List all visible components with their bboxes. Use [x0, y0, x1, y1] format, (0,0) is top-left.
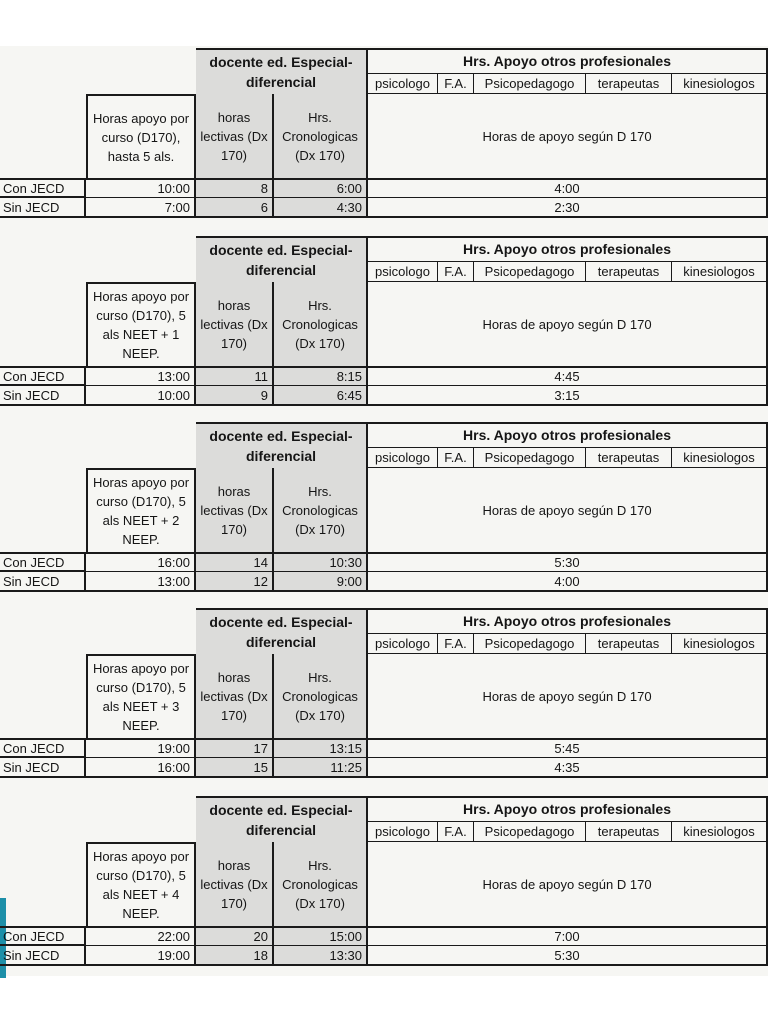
- profession-kinesiologos: [672, 822, 768, 842]
- profession-label: kinesiologos: [683, 264, 755, 279]
- horas-lectivas-text: horas lectivas (Dx 170): [200, 669, 268, 723]
- cell-value: 13:00: [157, 573, 190, 589]
- hrs-cronologicas-text: Hrs. Cronologicas (Dx 170): [282, 669, 358, 723]
- cell-value: 6: [260, 199, 268, 215]
- cell-value: 11:25: [330, 759, 362, 775]
- cell-apoyo: [368, 198, 768, 218]
- cell-value: 6:45: [336, 387, 362, 403]
- cell-value: 20: [253, 929, 268, 944]
- apoyo-header: [368, 236, 768, 262]
- apoyo-header-text: Hrs. Apoyo otros profesionales: [463, 53, 671, 69]
- hrs-cronologicas-text: Hrs. Cronologicas (Dx 170): [282, 109, 358, 163]
- cell-value: 4:30: [336, 199, 362, 215]
- row-label-text: Con JECD: [3, 180, 65, 196]
- cell-lectivas: [196, 946, 274, 966]
- support-hours-table: [0, 48, 768, 218]
- cell-cronologicas: [274, 758, 368, 778]
- horas-lectivas-text: horas lectivas (Dx 170): [200, 297, 268, 351]
- cell-cronologicas: [274, 572, 368, 592]
- cell-horas-curso: [86, 552, 196, 572]
- cell-value: 7:00: [164, 199, 190, 215]
- cell-value: 16:00: [157, 555, 190, 570]
- cell-lectivas: [196, 178, 274, 198]
- apoyo-header-text: Hrs. Apoyo otros profesionales: [463, 241, 671, 257]
- cell-value: 5:45: [554, 741, 580, 756]
- cell-value: 15:00: [329, 929, 362, 944]
- cell-value: 13:00: [157, 369, 190, 384]
- cell-horas-curso: [86, 386, 196, 406]
- cell-lectivas: [196, 552, 274, 572]
- hrs-cronologicas-text: Hrs. Cronologicas (Dx 170): [282, 857, 358, 911]
- cell-apoyo: [368, 552, 768, 572]
- horas-apoyo-header: [86, 94, 196, 178]
- cell-value: 12: [253, 573, 268, 589]
- cell-horas-curso: [86, 926, 196, 946]
- hrs-cronologicas-header: [274, 654, 368, 738]
- profession-kinesiologos: [672, 634, 768, 654]
- profession-label: F.A.: [444, 264, 467, 279]
- profession-label: terapeutas: [597, 76, 660, 91]
- cell-value: 17: [253, 741, 268, 756]
- cell-horas-curso: [86, 572, 196, 592]
- apoyo-d170-header: [368, 282, 768, 366]
- cell-value: 5:30: [554, 555, 580, 570]
- profession-label: terapeutas: [597, 636, 660, 651]
- cell-lectivas: [196, 758, 274, 778]
- cell-value: 19:00: [157, 947, 190, 963]
- cell-value: 2:30: [554, 199, 580, 215]
- cell-horas-curso: [86, 178, 196, 198]
- profession-psicopedagogo: [474, 634, 586, 654]
- horas-apoyo-header: [86, 654, 196, 738]
- cell-cronologicas: [274, 946, 368, 966]
- profession-kinesiologos: [672, 448, 768, 468]
- horas-lectivas-text: horas lectivas (Dx 170): [200, 857, 268, 911]
- horas-apoyo-text: Horas apoyo por curso (D170), 5 als NEET + 3 NEEP.: [92, 661, 190, 733]
- profession-label: terapeutas: [597, 264, 660, 279]
- profession-label: psicologo: [375, 264, 430, 279]
- row-label-sin-jecd: [0, 198, 86, 218]
- profession-psicopedagogo: [474, 822, 586, 842]
- cell-value: 18: [253, 947, 268, 963]
- docente-header: [196, 796, 368, 842]
- profession-fa: [438, 74, 474, 94]
- cell-value: 3:15: [554, 387, 580, 403]
- profession-terapeutas: [586, 634, 672, 654]
- horas-apoyo-header: [86, 468, 196, 552]
- cell-value: 7:00: [554, 929, 580, 944]
- cell-cronologicas: [274, 738, 368, 758]
- row-label-text: Sin JECD: [3, 199, 60, 215]
- apoyo-header-text: Hrs. Apoyo otros profesionales: [463, 427, 671, 443]
- profession-psicologo: [368, 262, 438, 282]
- cell-apoyo: [368, 946, 768, 966]
- profession-fa: [438, 634, 474, 654]
- docente-header-text: docente ed. Especial-diferencial: [209, 242, 353, 278]
- cell-lectivas: [196, 572, 274, 592]
- cell-value: 13:30: [329, 947, 362, 963]
- cell-lectivas: [196, 926, 274, 946]
- cell-value: 11: [254, 369, 268, 384]
- profession-label: terapeutas: [597, 450, 660, 465]
- hrs-cronologicas-header: [274, 468, 368, 552]
- hrs-cronologicas-text: Hrs. Cronologicas (Dx 170): [282, 297, 358, 351]
- apoyo-header-text: Hrs. Apoyo otros profesionales: [463, 613, 671, 629]
- profession-label: F.A.: [444, 824, 467, 839]
- profession-label: F.A.: [444, 76, 467, 91]
- profession-terapeutas: [586, 822, 672, 842]
- apoyo-header: [368, 608, 768, 634]
- row-label-text: Sin JECD: [3, 573, 60, 589]
- apoyo-d170-text: Horas de apoyo según D 170: [482, 876, 652, 892]
- profession-terapeutas: [586, 448, 672, 468]
- row-label-text: Sin JECD: [3, 759, 60, 775]
- profession-label: psicologo: [375, 824, 430, 839]
- profession-kinesiologos: [672, 74, 768, 94]
- docente-header: [196, 608, 368, 654]
- horas-apoyo-text: Horas apoyo por curso (D170), 5 als NEET + 1 NEEP.: [92, 289, 190, 361]
- horas-apoyo-header: [86, 282, 196, 366]
- profession-label: Psicopedagogo: [484, 636, 575, 651]
- horas-lectivas-text: horas lectivas (Dx 170): [200, 109, 268, 163]
- horas-lectivas-header: [196, 468, 274, 552]
- row-label-text: Con JECD: [3, 554, 65, 570]
- cell-horas-curso: [86, 758, 196, 778]
- cell-value: 4:00: [554, 573, 580, 589]
- profession-label: F.A.: [444, 636, 467, 651]
- hrs-cronologicas-text: Hrs. Cronologicas (Dx 170): [282, 483, 358, 537]
- horas-apoyo-header: [86, 842, 196, 926]
- support-hours-table: [0, 608, 768, 778]
- cell-apoyo: [368, 178, 768, 198]
- apoyo-header: [368, 422, 768, 448]
- apoyo-d170-header: [368, 468, 768, 552]
- row-label-con-jecd: [0, 178, 86, 198]
- profession-fa: [438, 262, 474, 282]
- cell-lectivas: [196, 198, 274, 218]
- profession-fa: [438, 822, 474, 842]
- support-hours-table: [0, 422, 768, 592]
- profession-label: kinesiologos: [683, 450, 755, 465]
- profession-kinesiologos: [672, 262, 768, 282]
- docente-header-text: docente ed. Especial-diferencial: [209, 54, 353, 90]
- profession-label: Psicopedagogo: [484, 450, 575, 465]
- row-label-sin-jecd: [0, 386, 86, 406]
- profession-label: psicologo: [375, 76, 430, 91]
- horas-lectivas-header: [196, 282, 274, 366]
- apoyo-d170-header: [368, 842, 768, 926]
- cell-value: 5:30: [554, 947, 580, 963]
- apoyo-d170-text: Horas de apoyo según D 170: [482, 316, 652, 332]
- apoyo-d170-header: [368, 654, 768, 738]
- cell-apoyo: [368, 386, 768, 406]
- row-label-text: Con JECD: [3, 368, 65, 384]
- docente-header-text: docente ed. Especial-diferencial: [209, 802, 353, 838]
- row-label-text: Sin JECD: [3, 947, 60, 963]
- horas-lectivas-header: [196, 842, 274, 926]
- horas-apoyo-text: Horas apoyo por curso (D170), 5 als NEET + 4 NEEP.: [92, 849, 190, 921]
- profession-label: kinesiologos: [683, 76, 755, 91]
- cell-apoyo: [368, 738, 768, 758]
- profession-psicopedagogo: [474, 74, 586, 94]
- cell-horas-curso: [86, 198, 196, 218]
- cell-cronologicas: [274, 366, 368, 386]
- cell-value: 10:00: [157, 181, 190, 196]
- row-label-text: Sin JECD: [3, 387, 60, 403]
- hrs-cronologicas-header: [274, 282, 368, 366]
- cell-value: 16:00: [157, 759, 190, 775]
- profession-psicopedagogo: [474, 262, 586, 282]
- cell-value: 8:15: [336, 369, 362, 384]
- support-hours-table: [0, 236, 768, 406]
- cell-value: 9: [260, 387, 268, 403]
- docente-header-text: docente ed. Especial-diferencial: [209, 428, 353, 464]
- apoyo-header: [368, 48, 768, 74]
- cell-value: 6:00: [336, 181, 362, 196]
- profession-label: kinesiologos: [683, 824, 755, 839]
- row-label-text: Con JECD: [3, 740, 65, 756]
- cell-apoyo: [368, 758, 768, 778]
- support-hours-table: [0, 796, 768, 966]
- cell-cronologicas: [274, 178, 368, 198]
- profession-psicologo: [368, 822, 438, 842]
- docente-header: [196, 236, 368, 282]
- horas-apoyo-text: Horas apoyo por curso (D170), 5 als NEET + 2 NEEP.: [92, 475, 190, 547]
- horas-lectivas-header: [196, 94, 274, 178]
- apoyo-d170-text: Horas de apoyo según D 170: [482, 688, 652, 704]
- profession-psicologo: [368, 448, 438, 468]
- profession-terapeutas: [586, 262, 672, 282]
- profession-label: terapeutas: [597, 824, 660, 839]
- row-label-text: Con JECD: [3, 928, 65, 944]
- cell-value: 10:00: [157, 387, 190, 403]
- row-label-sin-jecd: [0, 946, 86, 966]
- row-label-con-jecd: [0, 926, 86, 946]
- apoyo-d170-header: [368, 94, 768, 178]
- cell-lectivas: [196, 366, 274, 386]
- hrs-cronologicas-header: [274, 842, 368, 926]
- cell-cronologicas: [274, 552, 368, 572]
- cell-value: 10:30: [329, 555, 362, 570]
- horas-apoyo-text: Horas apoyo por curso (D170), hasta 5 als.: [92, 110, 190, 164]
- row-label-con-jecd: [0, 366, 86, 386]
- profession-label: kinesiologos: [683, 636, 755, 651]
- cell-value: 4:45: [554, 369, 580, 384]
- row-label-sin-jecd: [0, 572, 86, 592]
- cell-horas-curso: [86, 738, 196, 758]
- profession-label: Psicopedagogo: [484, 264, 575, 279]
- cell-value: 15: [253, 759, 268, 775]
- cell-value: 13:15: [329, 741, 362, 756]
- cell-lectivas: [196, 386, 274, 406]
- profession-label: psicologo: [375, 636, 430, 651]
- docente-header: [196, 422, 368, 468]
- apoyo-d170-text: Horas de apoyo según D 170: [482, 128, 652, 144]
- profession-psicopedagogo: [474, 448, 586, 468]
- cell-value: 8: [260, 181, 268, 196]
- docente-header-text: docente ed. Especial-diferencial: [209, 614, 353, 650]
- profession-label: Psicopedagogo: [484, 76, 575, 91]
- docente-header: [196, 48, 368, 94]
- profession-fa: [438, 448, 474, 468]
- cell-apoyo: [368, 572, 768, 592]
- cell-value: 9:00: [336, 573, 362, 589]
- cell-value: 4:00: [554, 181, 580, 196]
- cell-apoyo: [368, 366, 768, 386]
- row-label-con-jecd: [0, 738, 86, 758]
- profession-psicologo: [368, 634, 438, 654]
- profession-label: psicologo: [375, 450, 430, 465]
- cell-value: 22:00: [157, 929, 190, 944]
- cell-cronologicas: [274, 198, 368, 218]
- apoyo-d170-text: Horas de apoyo según D 170: [482, 502, 652, 518]
- cell-lectivas: [196, 738, 274, 758]
- cell-cronologicas: [274, 386, 368, 406]
- cell-value: 19:00: [157, 741, 190, 756]
- cell-value: 14: [253, 555, 268, 570]
- profession-label: F.A.: [444, 450, 467, 465]
- profession-terapeutas: [586, 74, 672, 94]
- horas-lectivas-text: horas lectivas (Dx 170): [200, 483, 268, 537]
- horas-lectivas-header: [196, 654, 274, 738]
- row-label-con-jecd: [0, 552, 86, 572]
- cell-horas-curso: [86, 946, 196, 966]
- apoyo-header-text: Hrs. Apoyo otros profesionales: [463, 801, 671, 817]
- cell-cronologicas: [274, 926, 368, 946]
- profession-label: Psicopedagogo: [484, 824, 575, 839]
- row-label-sin-jecd: [0, 758, 86, 778]
- profession-psicologo: [368, 74, 438, 94]
- hrs-cronologicas-header: [274, 94, 368, 178]
- cell-value: 4:35: [554, 759, 580, 775]
- cell-apoyo: [368, 926, 768, 946]
- cell-horas-curso: [86, 366, 196, 386]
- apoyo-header: [368, 796, 768, 822]
